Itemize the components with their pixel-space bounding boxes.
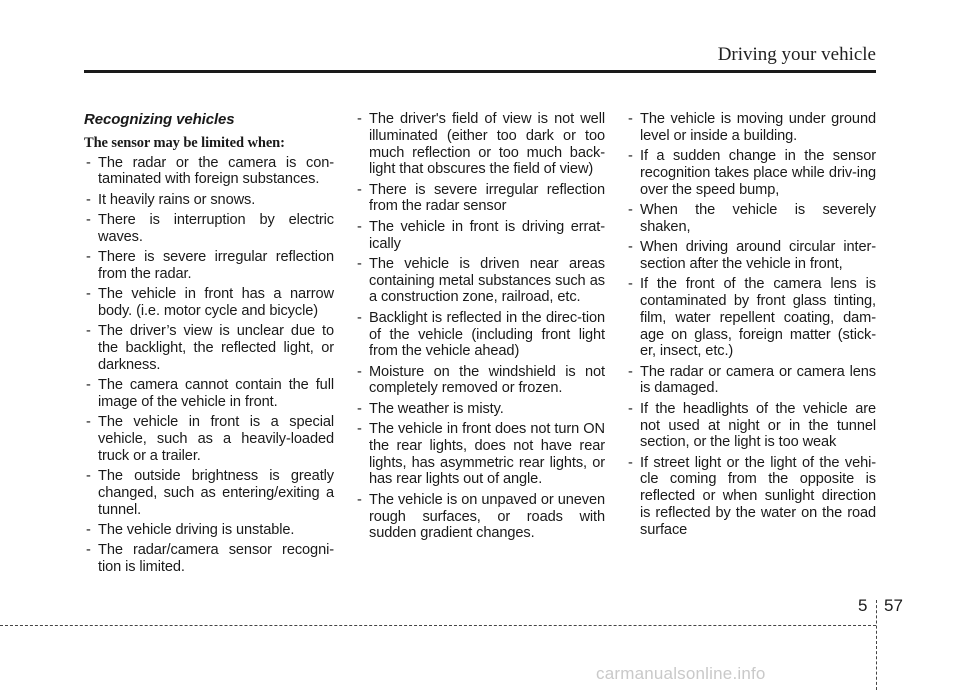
list-item: - The vehicle is moving under ground level or inside a building. xyxy=(626,111,876,145)
running-header-title: Driving your vehicle xyxy=(717,44,876,65)
list-item: - When the vehicle is severely shaken, xyxy=(626,202,876,236)
column-2 xyxy=(355,111,605,546)
condition-list-3 xyxy=(626,111,876,539)
watermark: carmanualsonline.info xyxy=(596,664,766,683)
list-item: - If a sudden change in the sensor recognition takes place while driv-ing over the speed bump, xyxy=(626,148,876,198)
list-item: - The outside brightness is greatly changed, such as entering/exiting a tunnel. xyxy=(84,468,334,518)
list-item: - If the headlights of the vehicle are not used at night or in the tunnel section, or the light is too weak xyxy=(626,401,876,451)
section-heading: Recognizing vehicles xyxy=(84,111,235,128)
section-intro: The sensor may be limited when: xyxy=(84,134,285,151)
list-item: - The vehicle in front is driving errat-ically xyxy=(355,219,605,253)
list-item: - The camera cannot contain the full image of the vehicle in front. xyxy=(84,377,334,411)
condition-list-1 xyxy=(84,155,334,576)
list-item: - If street light or the light of the vehi-cle coming from the opposite is reflected or when sunlight direction is reflected by the water on the road surface xyxy=(626,455,876,539)
list-item: - There is interruption by electric waves. xyxy=(84,212,334,246)
list-item: - The vehicle driving is unstable. xyxy=(84,522,334,539)
header-rule xyxy=(84,70,876,73)
list-item: - The vehicle is on unpaved or uneven rough surfaces, or roads with sudden gradient changes. xyxy=(355,492,605,542)
list-item: - The vehicle in front has a narrow body. (i.e. motor cycle and bicycle) xyxy=(84,286,334,320)
list-item: - The radar or camera or camera lens is damaged. xyxy=(626,364,876,398)
list-item: - When driving around circular inter-section after the vehicle in front, xyxy=(626,239,876,273)
list-item: - If the front of the camera lens is contaminated by front glass tinting, film, water repellent coating, dam-age on glass, foreign matter (stick-er, insect, etc.) xyxy=(626,276,876,360)
page-number: 57 xyxy=(884,596,903,615)
list-item: - The radar/camera sensor recogni-tion is limited. xyxy=(84,542,334,576)
list-item: - There is severe irregular reflection from the radar sensor xyxy=(355,182,605,216)
footer-rule xyxy=(0,625,876,626)
column-1 xyxy=(84,111,334,579)
list-item: - It heavily rains or snows. xyxy=(84,192,334,209)
list-item: - There is severe irregular reflection from the radar. xyxy=(84,249,334,283)
list-item: - Backlight is reflected in the direc-tion of the vehicle (including front light from the vehicle ahead) xyxy=(355,310,605,360)
list-item: - The weather is misty. xyxy=(355,401,605,418)
list-item: - The driver’s view is unclear due to the backlight, the reflected light, or darkness. xyxy=(84,323,334,373)
condition-list-2 xyxy=(355,111,605,542)
list-item: - The vehicle is driven near areas containing metal substances such as a construction zone, railroad, etc. xyxy=(355,256,605,306)
list-item: - The radar or the camera is con-taminated with foreign substances. xyxy=(84,155,334,189)
list-item: - The vehicle in front does not turn ON the rear lights, does not have rear lights, has asymmetric rear lights, or has rear lights out of angle. xyxy=(355,421,605,488)
column-3 xyxy=(626,111,876,542)
list-item: - The driver's field of view is not well illuminated (either too dark or too much reflection or too much back-light that obscures the field of view) xyxy=(355,111,605,178)
list-item: - The vehicle in front is a special vehicle, such as a heavily-loaded truck or a trailer. xyxy=(84,414,334,464)
list-item: - Moisture on the windshield is not completely removed or frozen. xyxy=(355,364,605,398)
footer-divider xyxy=(876,600,877,690)
chapter-number: 5 xyxy=(858,596,868,615)
